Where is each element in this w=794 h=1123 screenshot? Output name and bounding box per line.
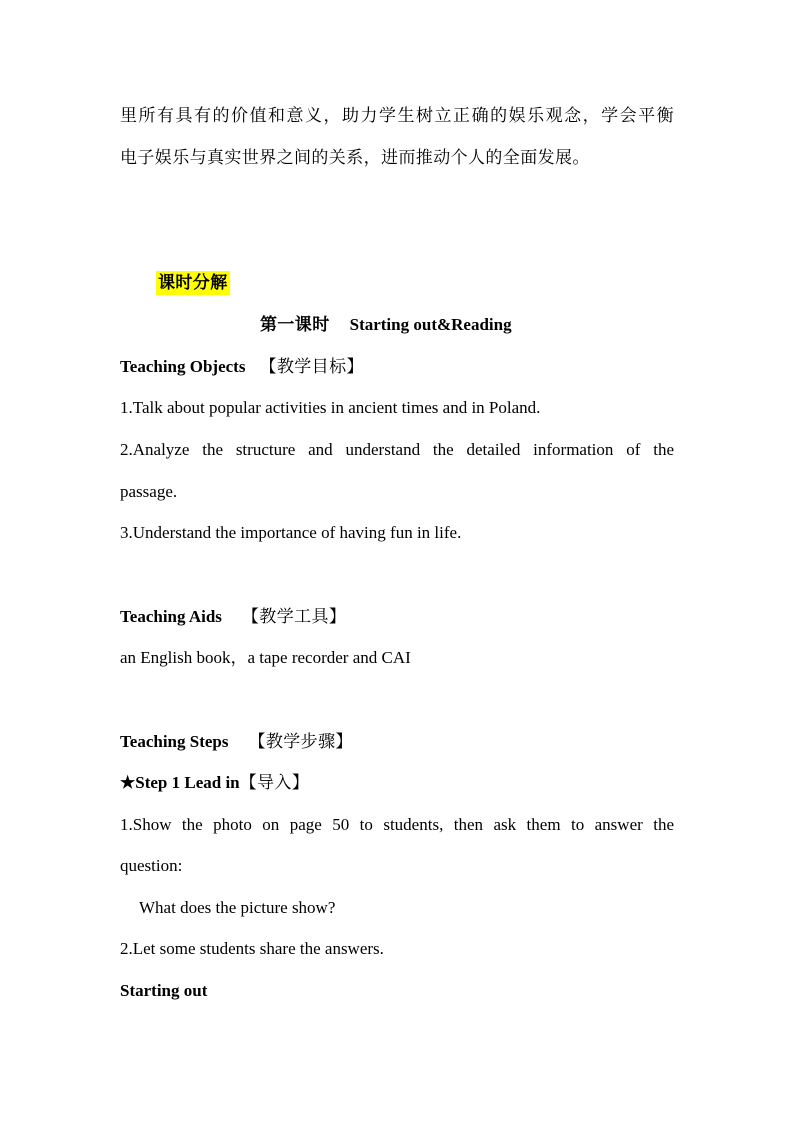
- objects-item-3: 3.Understand the importance of having fun in life.: [120, 523, 462, 542]
- aids-text: an English book，a tape recorder and CAI: [120, 648, 411, 667]
- steps-heading: [120, 730, 674, 754]
- steps-item-1-continued: question:: [120, 856, 183, 875]
- step-1-label: ★Step 1 Lead in: [120, 773, 240, 792]
- objects-item-2: 2.Analyze the structure and understand the detailed information of the: [120, 440, 674, 459]
- aids-heading: [120, 605, 674, 629]
- starting-out-subheading: Starting out: [120, 981, 208, 1000]
- steps-item-2: 2.Let some students share the answers.: [120, 939, 384, 958]
- step-1-heading: [120, 771, 674, 795]
- step-1-label-cn: 【导入】: [239, 773, 310, 793]
- objects-heading-en: Teaching Objects: [120, 357, 246, 376]
- intro-line-2: 电子娱乐与真实世界之间的关系，进而推动个人的全面发展。: [120, 148, 590, 168]
- lesson-title: [260, 313, 512, 337]
- objects-item-2-continued: passage.: [120, 482, 178, 501]
- objects-heading: [120, 355, 674, 379]
- steps-heading-en: Teaching Steps: [120, 732, 229, 751]
- objects-heading-cn: 【教学目标】: [259, 357, 364, 377]
- aids-heading-en: Teaching Aids: [120, 607, 222, 626]
- lesson-title-en: Starting out&Reading: [349, 315, 512, 334]
- section-heading-text: 课时分解: [158, 273, 228, 293]
- steps-heading-cn: 【教学步骤】: [248, 732, 353, 752]
- section-heading: [156, 271, 710, 295]
- steps-question: What does the picture show?: [139, 898, 336, 917]
- lesson-title-cn: 第一课时: [260, 315, 330, 335]
- objects-item-1: 1.Talk about popular activities in ancient times and in Poland.: [120, 398, 541, 417]
- steps-item-1: 1.Show the photo on page 50 to students, then ask them to answer the: [120, 815, 674, 834]
- aids-heading-cn: 【教学工具】: [241, 607, 347, 627]
- intro-line-1: 里所有具有的价值和意义，助力学生树立正确的娱乐观念，学会平衡: [120, 106, 674, 126]
